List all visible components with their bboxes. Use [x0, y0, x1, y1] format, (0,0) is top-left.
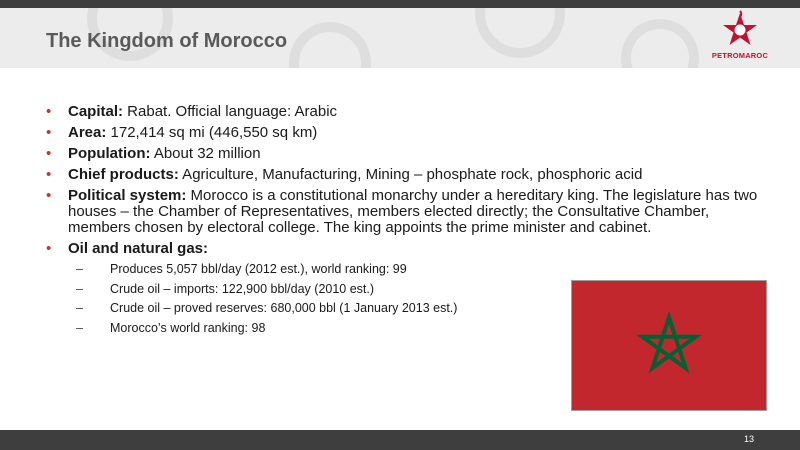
morocco-flag [571, 280, 767, 411]
bullet-text: About 32 million [150, 145, 261, 162]
page-number: 13 [743, 434, 754, 444]
sub-item: – Crude oil – imports: 122,900 bbl/day (2010 est.) [68, 282, 766, 297]
logo-text: PETROMAROC [711, 51, 769, 60]
bullet-label: Oil and natural gas: [68, 240, 209, 257]
bullet-population [46, 146, 766, 162]
bullet-label: Chief products: [68, 166, 179, 183]
bullet-political-system [46, 188, 766, 236]
top-strip [0, 0, 800, 8]
sub-item: – Crude oil – proved reserves: 680,000 bbl (1 January 2013 est.) [68, 301, 766, 316]
bullet-label: Capital: [68, 103, 124, 120]
morocco-flag-star-icon [572, 281, 766, 410]
header-band [0, 8, 800, 68]
sub-item: – Morocco’s world ranking: 98 [68, 321, 766, 336]
petromaroc-star-icon [720, 10, 760, 50]
footer-bar [0, 430, 800, 450]
bullet-capital [46, 104, 766, 120]
bullet-label: Political system: [68, 187, 187, 204]
bullet-chief-products [46, 167, 766, 183]
bullet-area [46, 125, 766, 141]
bullet-label: Area: [68, 124, 107, 141]
slide-title: The Kingdom of Morocco [46, 30, 288, 52]
bullet-label: Population: [68, 145, 151, 162]
sub-item: – Produces 5,057 bbl/day (2012 est.), world ranking: 99 [68, 262, 766, 277]
bullet-text: 172,414 sq mi (446,550 sq km) [106, 124, 318, 141]
petromaroc-logo [700, 10, 780, 66]
bullet-text: Agriculture, Manufacturing, Mining – phosphate rock, phosphoric acid [178, 166, 643, 183]
bullet-text: Rabat. Official language: Arabic [123, 103, 338, 120]
bullet-text: Morocco is a constitutional monarchy under a hereditary king. The legislature has two houses – the Chamber of Representatives, members elected directly; the Consultative Chamber, members chosen by electoral college. The king appoints the prime minister and cabinet. [68, 187, 758, 236]
